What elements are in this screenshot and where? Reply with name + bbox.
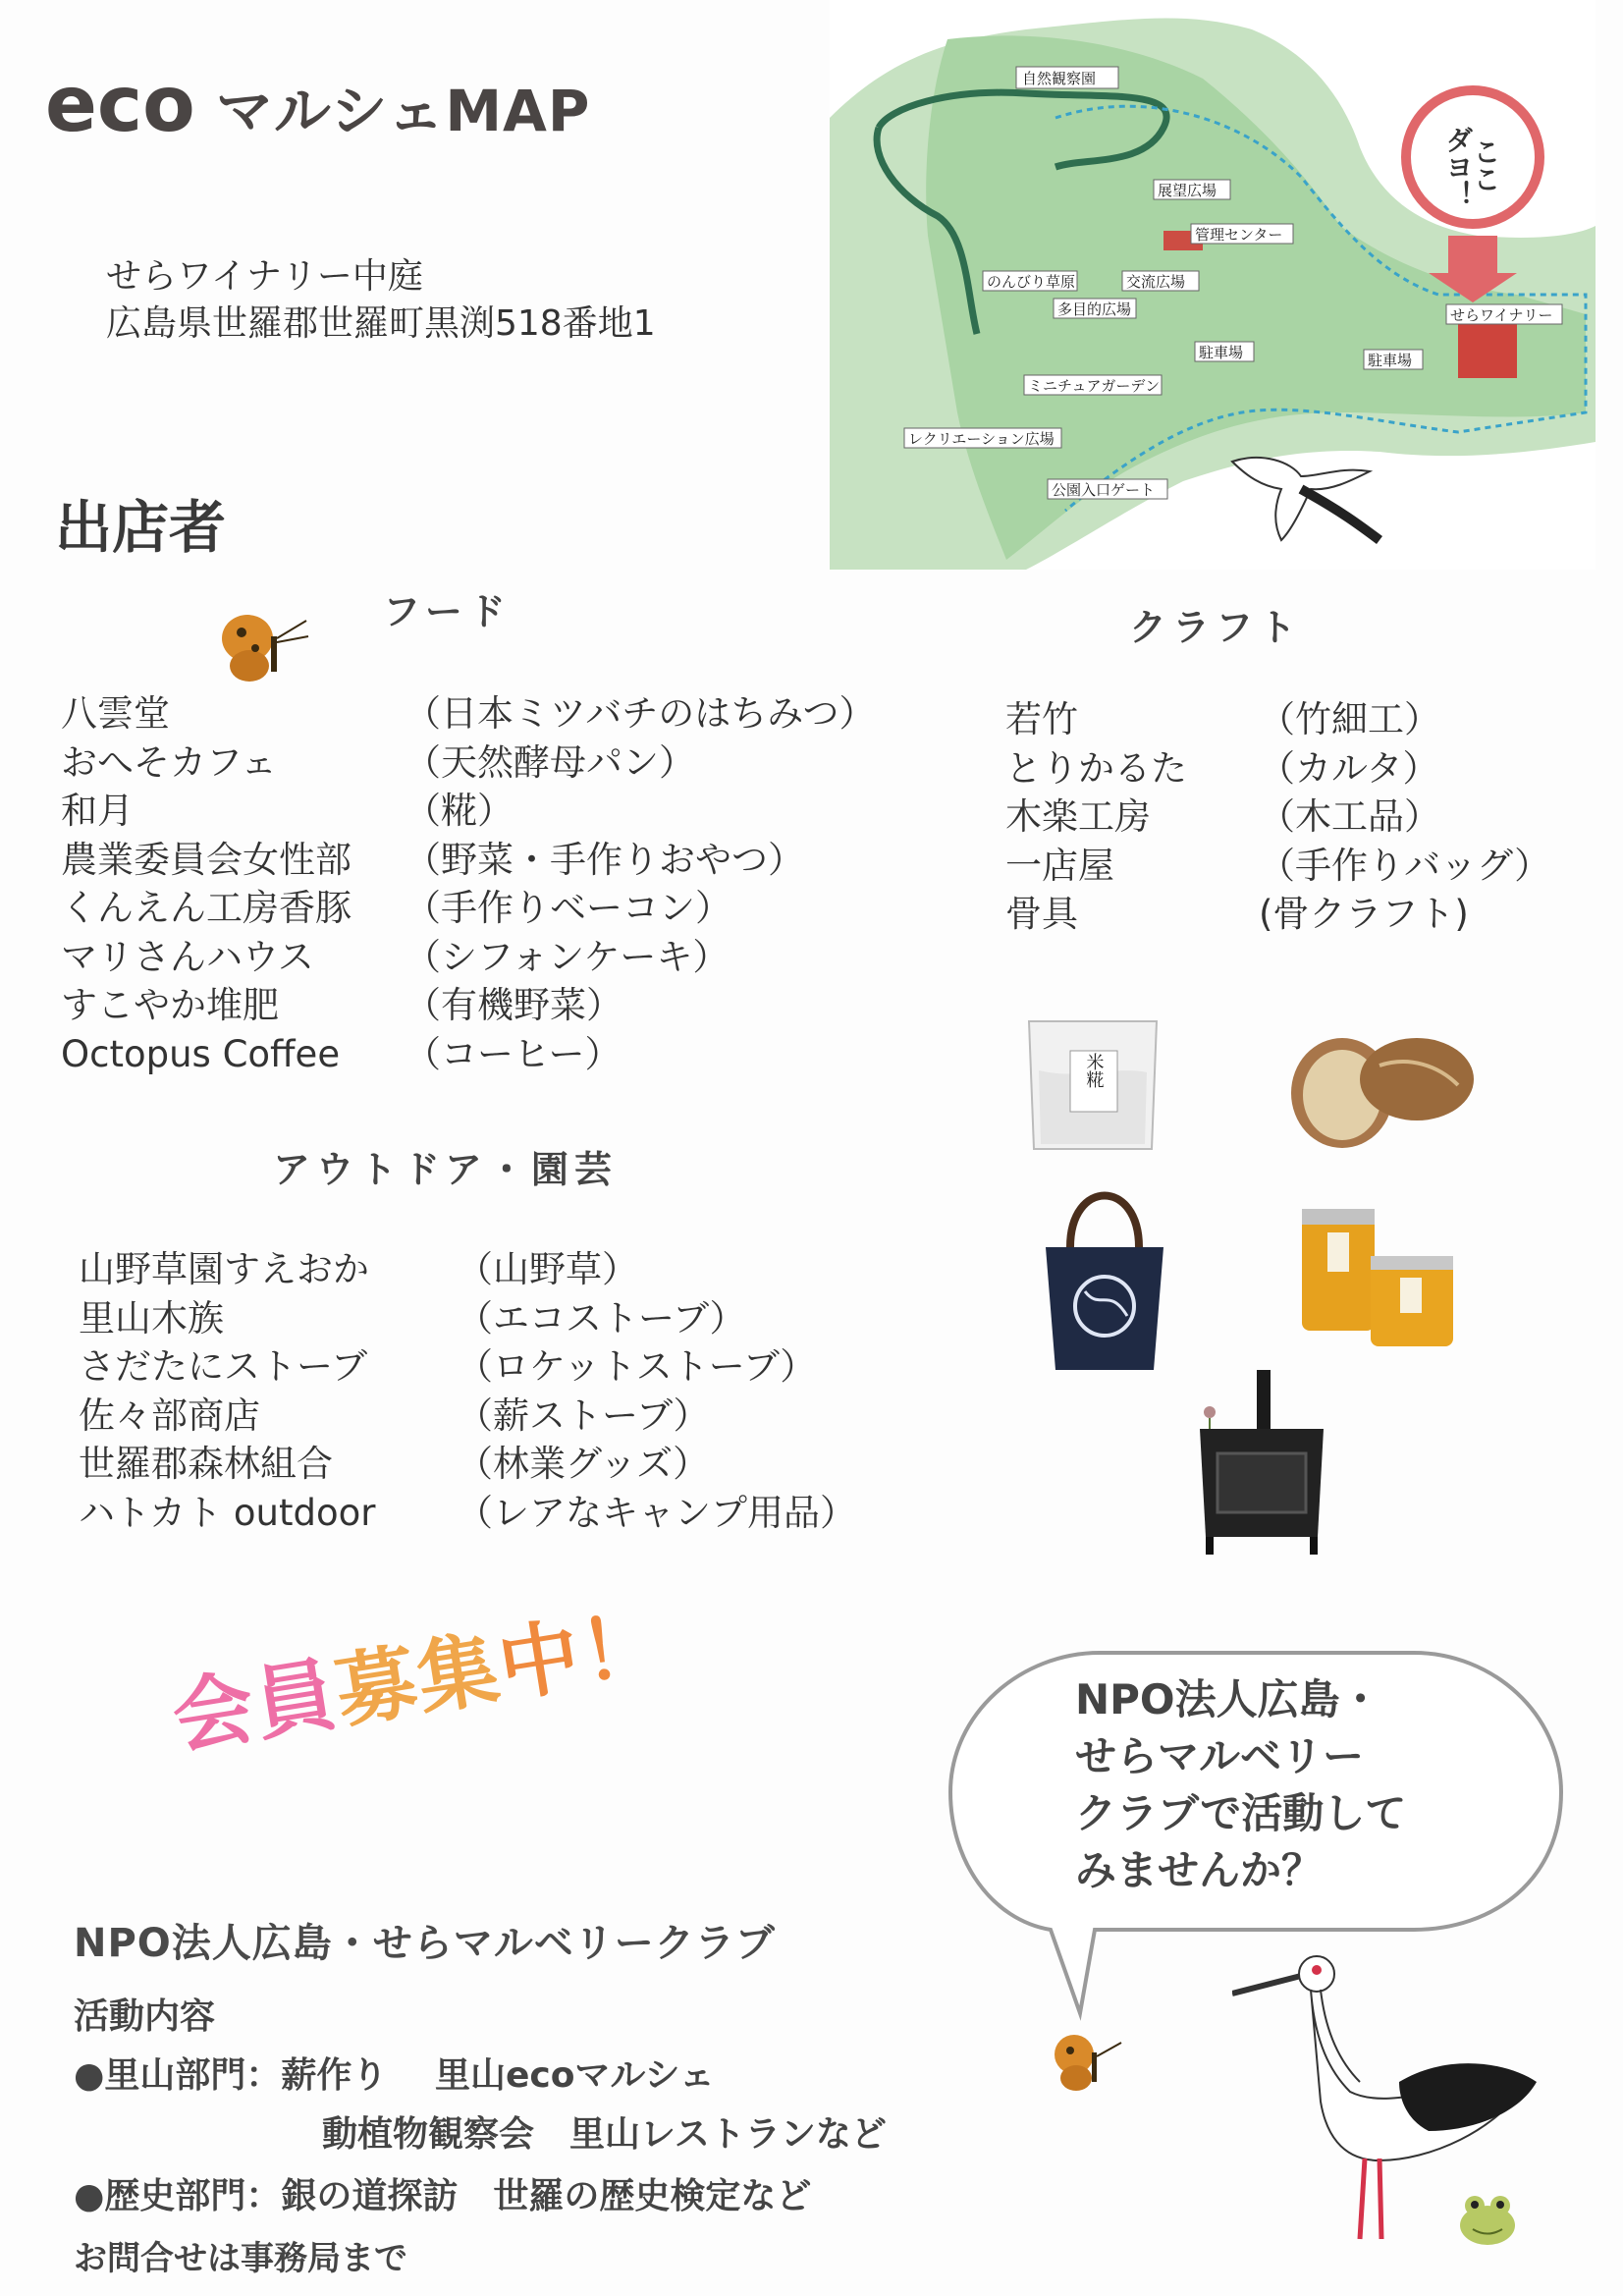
map-label-observatory: 展望広場 xyxy=(1158,182,1217,199)
exhibitor-name: 佐々部商店 xyxy=(79,1394,260,1437)
koji-label: 米糀 xyxy=(1083,1053,1105,1088)
bubble-text xyxy=(1075,1671,1488,1899)
exhibitor-product: （日本ミツバチのはちみつ） xyxy=(405,692,876,735)
list-item xyxy=(79,1294,856,1343)
map-label-winery: せらワイナリー xyxy=(1450,306,1553,324)
exhibitor-name: Octopus Coffee xyxy=(61,1032,341,1075)
map-label-nature: 自然観察園 xyxy=(1022,70,1097,87)
list-item xyxy=(61,738,876,788)
exhibitor-name: 里山木族 xyxy=(79,1296,224,1339)
page-title xyxy=(45,61,590,149)
exhibitor-product: （コーヒー） xyxy=(405,1032,622,1075)
activities-title: 活動内容 xyxy=(74,1996,216,2037)
activity-satoyama: ●里山部門：薪作り 里山ecoマルシェ xyxy=(74,2055,715,2096)
map-label-exchange: 交流広場 xyxy=(1126,273,1186,291)
bread-photo xyxy=(1281,1026,1478,1154)
exhibitor-name: 世羅郡森林組合 xyxy=(79,1443,333,1485)
title-rest: マルシェMAP xyxy=(194,78,591,144)
list-item xyxy=(61,787,876,836)
craft-list xyxy=(1005,695,1550,939)
exhibitor-product: （シフォンケーキ） xyxy=(405,935,730,978)
exhibitor-name: 農業委員会女性部 xyxy=(61,838,352,881)
wood-stove-photo xyxy=(1188,1365,1335,1557)
koji-bag-photo xyxy=(1019,1011,1166,1159)
map-label-gate: 公園入口ゲート xyxy=(1052,481,1156,499)
activity-history: ●歴史部門：銀の道探訪 世羅の歴史検定など xyxy=(74,2176,812,2216)
list-item xyxy=(79,1440,856,1489)
contact-note: お問合せは事務局まで xyxy=(74,2239,407,2278)
list-item xyxy=(1005,890,1550,939)
exhibitor-product: （有機野菜） xyxy=(405,984,622,1026)
bubble-line-1: NPO法人広島・ xyxy=(1075,1675,1381,1723)
venue-name: せらワイナリー中庭 xyxy=(106,256,423,297)
list-item xyxy=(1005,842,1550,891)
bubble-line-4: みませんか？ xyxy=(1075,1846,1324,1894)
list-item xyxy=(61,981,876,1030)
craft-heading: クラフト xyxy=(1129,606,1303,649)
map-label-meadow: のんびり草原 xyxy=(987,273,1076,291)
recruit-part3: 中！ xyxy=(492,1596,671,1715)
list-item xyxy=(61,933,876,982)
exhibitor-name: 骨具 xyxy=(1005,893,1078,935)
bubble-line-2: せらマルベリー xyxy=(1075,1732,1365,1780)
exhibitor-product: （エコストーブ） xyxy=(457,1296,746,1339)
map-label-parking-1: 駐車場 xyxy=(1199,344,1244,361)
exhibitor-name: おへそカフェ xyxy=(61,740,278,784)
exhibitor-name: くんえん工房香豚 xyxy=(61,887,352,929)
exhibitor-name: 和月 xyxy=(61,790,134,832)
food-heading: フード xyxy=(383,590,512,633)
list-item xyxy=(79,1245,856,1294)
list-item xyxy=(1005,793,1550,842)
recruit-headline xyxy=(164,1579,671,1770)
list-item xyxy=(61,836,876,885)
exhibitor-name: さだたにストーブ xyxy=(79,1345,368,1388)
exhibitor-product: （カルタ） xyxy=(1259,746,1439,790)
exhibitor-product: （山野草） xyxy=(457,1248,638,1290)
exhibitor-name: 山野草園すえおか xyxy=(79,1248,369,1290)
venue-address: 広島県世羅郡世羅町黒渕518番地1 xyxy=(106,303,656,344)
exhibitor-product: （竹細工） xyxy=(1259,698,1440,740)
list-item xyxy=(61,1030,876,1079)
bubble-line-3: クラブで活動して xyxy=(1075,1789,1407,1837)
outdoor-heading: アウトドア・園芸 xyxy=(273,1148,618,1191)
list-item xyxy=(1005,744,1550,793)
map-label-recreation: レクリエーション広場 xyxy=(908,430,1055,448)
frog-icon xyxy=(1453,2188,1522,2249)
map-pin-text-2: ダヨ！ xyxy=(1441,126,1475,208)
map-winery-building xyxy=(1458,324,1517,378)
exhibitor-name: 木楽工房 xyxy=(1005,795,1151,838)
exhibitors-heading: 出店者 xyxy=(55,494,227,561)
exhibitor-name: 若竹 xyxy=(1005,698,1078,740)
list-item xyxy=(61,689,876,738)
exhibitor-name: マリさんハウス xyxy=(61,935,314,978)
club-title: NPO法人広島・せらマルベリークラブ xyxy=(74,1921,776,1966)
map-label-multipurpose: 多目的広場 xyxy=(1057,301,1132,318)
activity-satoyama-2: 動植物観察会 里山レストランなど xyxy=(322,2114,887,2155)
exhibitor-product: （手作りベーコン） xyxy=(405,887,731,929)
map-label-parking-2: 駐車場 xyxy=(1368,352,1413,369)
venue-info xyxy=(106,253,656,348)
butterfly-small-icon xyxy=(1051,2031,1129,2096)
exhibitor-product: （ロケットストーブ） xyxy=(457,1345,817,1388)
exhibitor-product: （糀） xyxy=(405,790,514,832)
list-item xyxy=(1005,695,1550,744)
map-label-management: 管理センター xyxy=(1195,226,1283,244)
outdoor-list xyxy=(79,1245,856,1537)
exhibitor-product: （野菜・手作りおやつ） xyxy=(405,838,804,881)
honey-jars-photo xyxy=(1294,1203,1466,1350)
list-item xyxy=(79,1489,856,1538)
handbag-photo xyxy=(1031,1169,1178,1375)
exhibitor-name: 八雲堂 xyxy=(61,692,170,735)
exhibitor-product: (骨クラフト) xyxy=(1259,893,1469,935)
exhibitor-product: （林業グッズ） xyxy=(457,1443,710,1485)
exhibitor-name: 一店屋 xyxy=(1005,844,1114,887)
exhibitor-product: （天然酵母パン） xyxy=(405,740,695,784)
exhibitor-name: とりかるた xyxy=(1005,746,1187,790)
butterfly-icon xyxy=(218,609,316,687)
exhibitor-product: （薪ストーブ） xyxy=(457,1394,710,1437)
recruit-part1: 会員 xyxy=(166,1647,345,1767)
exhibitor-product: （レアなキャンプ用品） xyxy=(457,1491,856,1534)
list-item xyxy=(79,1392,856,1441)
exhibitor-name: すこやか堆肥 xyxy=(61,984,279,1026)
list-item xyxy=(61,884,876,933)
food-list xyxy=(61,689,876,1078)
map-label-miniature: ミニチュアガーデン xyxy=(1028,377,1161,395)
list-item xyxy=(79,1342,856,1392)
title-eco: eco xyxy=(45,61,195,149)
map-pin-text-1: ここ xyxy=(1469,137,1502,192)
exhibitor-product: （手作りバッグ） xyxy=(1259,844,1551,887)
exhibitor-product: （木工品） xyxy=(1259,795,1440,838)
park-map xyxy=(830,0,1596,570)
exhibitor-name: ハトカト outdoor xyxy=(79,1491,376,1534)
recruit-part2: 募集 xyxy=(329,1621,508,1740)
